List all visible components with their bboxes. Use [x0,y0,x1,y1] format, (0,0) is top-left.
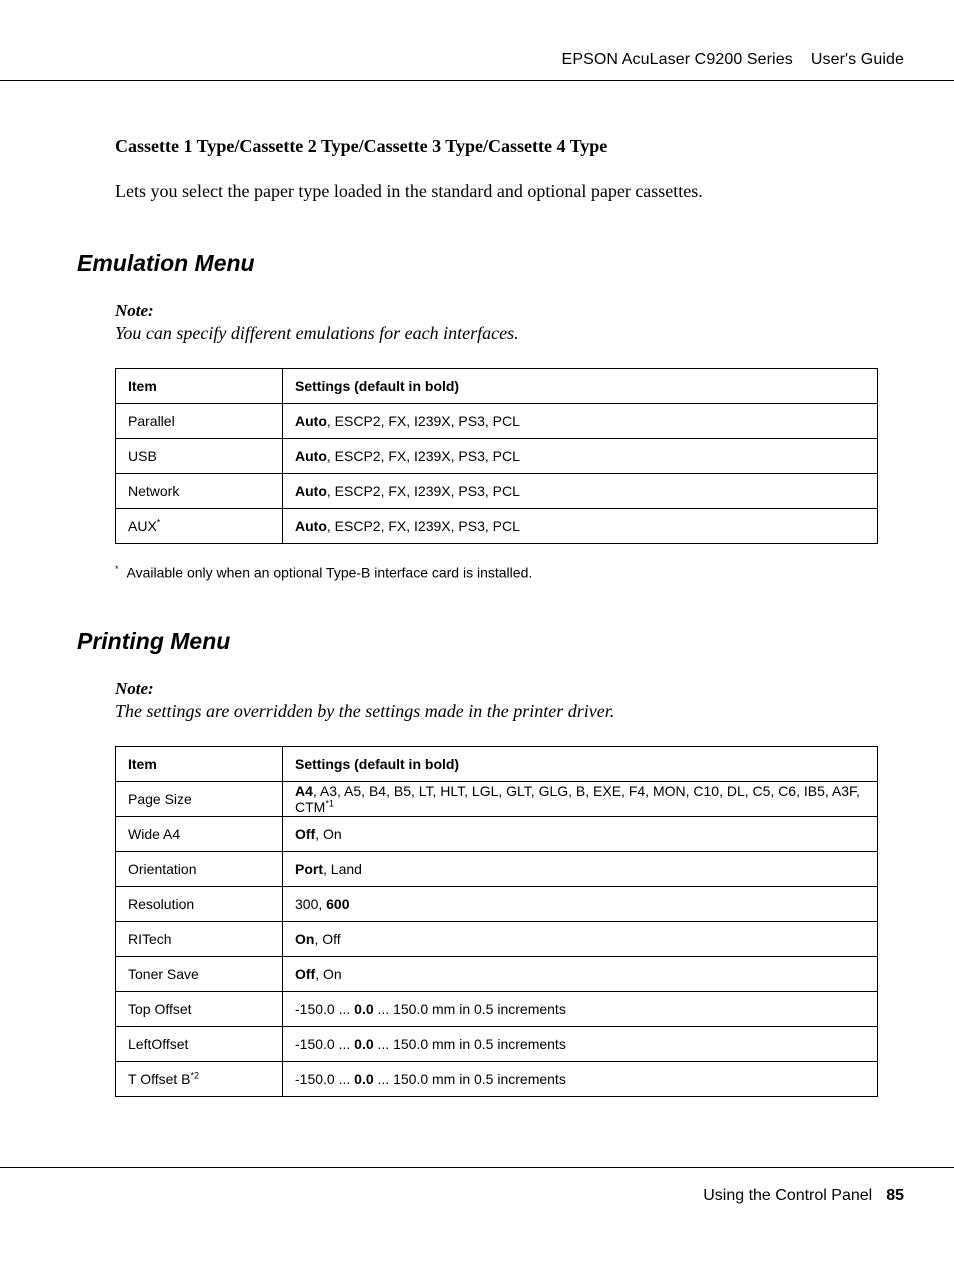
table-row [116,887,878,922]
settings-cell [283,509,878,544]
settings-cell [283,957,878,992]
table-row [116,509,878,544]
cassette-description: Lets you select the paper type loaded in the standard and optional paper cassettes. [115,181,703,201]
item-cell [116,957,283,992]
settings-cell [283,817,878,852]
other-values: ... 150.0 mm in 0.5 increments [373,1001,566,1017]
table-header-row [116,369,878,404]
table-row [116,1027,878,1062]
item-name: USB [128,448,157,464]
item-cell [116,1062,283,1097]
table-row [116,922,878,957]
default-value: 0.0 [354,1001,374,1017]
printing-note-label: Note: [115,679,154,698]
emulation-note-text: You can specify different emulations for each interfaces. [115,323,519,343]
item-name: Page Size [128,791,192,807]
other-values: , ESCP2, FX, I239X, PS3, PCL [326,448,520,464]
item-cell [116,887,283,922]
table-row [116,957,878,992]
item-cell [116,922,283,957]
item-footnote-mark: *2 [190,1070,200,1081]
other-values: ... 150.0 mm in 0.5 increments [373,1071,566,1087]
item-name: Toner Save [128,966,199,982]
footnote-text: Available only when an optional Type-B interface card is installed. [126,564,533,581]
other-values: ... 150.0 mm in 0.5 increments [373,1036,566,1052]
emulation-footnote [115,564,532,581]
settings-cell [283,922,878,957]
default-value: Auto [295,448,327,464]
item-name: Resolution [128,896,195,912]
emulation-table [115,368,878,544]
item-cell [116,509,283,544]
page-number: 85 [886,1187,904,1204]
settings-cell [283,852,878,887]
table-row [116,1062,878,1097]
column-header-item: Item [116,747,283,782]
default-value: 0.0 [354,1036,374,1052]
emulation-note-label: Note: [115,301,154,320]
item-name: Top Offset [128,1001,192,1017]
settings-footnote-mark: *1 [325,798,334,809]
page-header [562,51,904,69]
item-name: T Offset B [128,1071,191,1087]
leading-values: -150.0 ... [295,1036,355,1052]
table-row [116,817,878,852]
printing-note-text: The settings are overridden by the settings made in the printer driver. [115,701,615,721]
column-header-item: Item [116,369,283,404]
default-value: 600 [326,896,350,912]
default-value: A4 [295,783,313,799]
leading-values: 300, [295,896,327,912]
item-cell [116,992,283,1027]
header-rule [0,80,954,81]
item-name: Parallel [128,413,175,429]
other-values: , Off [314,931,341,947]
column-header-settings: Settings (default in bold) [283,369,878,404]
item-cell [116,852,283,887]
cassette-heading: Cassette 1 Type/Cassette 2 Type/Cassette 3 Type/Cassette 4 Type [115,136,608,156]
settings-cell [283,782,878,817]
table-row [116,439,878,474]
table-row [116,404,878,439]
other-values: , On [315,826,342,842]
table-row [116,782,878,817]
item-cell [116,474,283,509]
item-cell [116,817,283,852]
header-product: EPSON AcuLaser C9200 Series [561,51,793,68]
item-name: LeftOffset [128,1036,189,1052]
footer-rule [0,1167,954,1168]
leading-values: -150.0 ... [295,1071,355,1087]
default-value: Off [295,826,316,842]
settings-cell [283,992,878,1027]
printing-table [115,746,878,1097]
item-cell [116,1027,283,1062]
leading-values: -150.0 ... [295,1001,355,1017]
other-values: , Land [323,861,362,877]
item-cell [116,782,283,817]
printing-menu-title: Printing Menu [77,628,231,654]
item-name: Wide A4 [128,826,181,842]
other-values: , ESCP2, FX, I239X, PS3, PCL [326,413,520,429]
table-row [116,852,878,887]
table-header-row [116,747,878,782]
settings-cell [283,404,878,439]
footer-section: Using the Control Panel [703,1187,873,1204]
table-row [116,992,878,1027]
settings-cell [283,474,878,509]
item-name: RITech [128,931,172,947]
item-name: AUX [128,518,157,534]
other-values: , On [315,966,342,982]
other-values: , A3, A5, B4, B5, LT, HLT, LGL, GLT, GLG, B, EXE, F4, MON, C10, DL, C5, C6, IB5, A3F, CTM [295,783,860,815]
default-value: Auto [295,413,327,429]
other-values: , ESCP2, FX, I239X, PS3, PCL [326,483,520,499]
item-footnote-mark: * [156,517,161,528]
settings-cell [283,887,878,922]
default-value: On [295,931,315,947]
default-value: Off [295,966,316,982]
column-header-settings: Settings (default in bold) [283,747,878,782]
settings-cell [283,439,878,474]
other-values: , ESCP2, FX, I239X, PS3, PCL [326,518,520,534]
item-name: Orientation [128,861,197,877]
page-footer [703,1187,904,1205]
settings-cell [283,1027,878,1062]
settings-cell [283,1062,878,1097]
default-value: Port [295,861,323,877]
emulation-menu-title: Emulation Menu [77,250,255,276]
header-guide: User's Guide [810,51,904,68]
item-cell [116,404,283,439]
default-value: 0.0 [354,1071,374,1087]
item-cell [116,439,283,474]
table-row [116,474,878,509]
default-value: Auto [295,483,327,499]
default-value: Auto [295,518,327,534]
footnote-mark: * [115,564,119,574]
item-name: Network [128,483,180,499]
